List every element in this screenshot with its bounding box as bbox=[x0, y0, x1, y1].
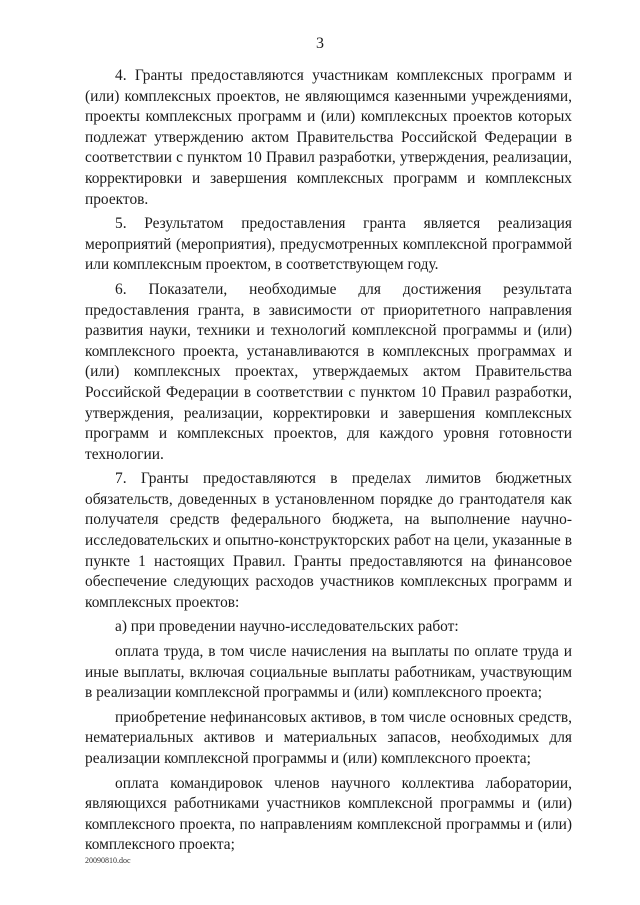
document-file-code: 20090810.doc bbox=[85, 856, 131, 865]
paragraph-grants-recipients: 4. Гранты предоставляются участникам комплексных программ и (или) комплексных проектов, не являющимся казенными учреждениями, проекты комплексных программ и (или) комплексных проектов которых подлежат утверждению актом Правительства Российской Федерации в соответствии с пунктом 10 Правил разработки, утверждения, реализации, корректировки и завершения комплексных программ и комплексных проектов. bbox=[85, 67, 572, 208]
list-item-nonfinancial-assets: приобретение нефинансовых активов, в том числе основных средств, нематериальных активов и материальных запасов, необходимых для реализации комплексной программы и (или) комплексного проекта; bbox=[85, 708, 572, 767]
paragraph-grant-result: 5. Результатом предоставления гранта является реализация мероприятий (мероприятия), предусмотренных комплексной программой или комплексным проектом, в соответствующем году. bbox=[85, 215, 572, 274]
list-item-labor-payment: оплата труда, в том числе начисления на выплаты по оплате труда и иные выплаты, включая социальные выплаты работникам, участвующим в реализации комплексной программы и (или) комплексного проекта; bbox=[85, 643, 572, 702]
paragraph-grant-limits: 7. Гранты предоставляются в пределах лимитов бюджетных обязательств, доведенных в установленном порядке до грантодателя как получателя средств федерального бюджета, на выполнение научно-исследовательских и опытно-конструкторских работ на цели, указанные в пункте 1 настоящих Правил. Гранты предоставляются на финансовое обеспечение следующих расходов участников комплексных программ и комплексных проектов: bbox=[85, 470, 572, 611]
list-item-business-trips: оплата командировок членов научного коллектива лаборатории, являющихся работниками участников комплексной программы и (или) комплексного проекта, по направлениям комплексной программы и (или) комплексного проекта; bbox=[85, 774, 572, 854]
page-number: 3 bbox=[316, 35, 324, 52]
list-item-research-works: а) при проведении научно-исследовательских работ: bbox=[115, 618, 459, 636]
paragraph-grant-indicators: 6. Показатели, необходимые для достижения результата предоставления гранта, в зависимости от приоритетного направления развития науки, техники и технологий комплексной программы и (или) комплексного проекта, устанавливаются в комплексных программах и (или) комплексных проектах, утверждаемых актом Правительства Российской Федерации в соответствии с пунктом 10 Правил разработки, утверждения, реализации, корректировки и завершения комплексных программ и комплексных проектов, для каждого уровня готовности технологии. bbox=[85, 280, 572, 463]
document-body bbox=[85, 66, 572, 856]
